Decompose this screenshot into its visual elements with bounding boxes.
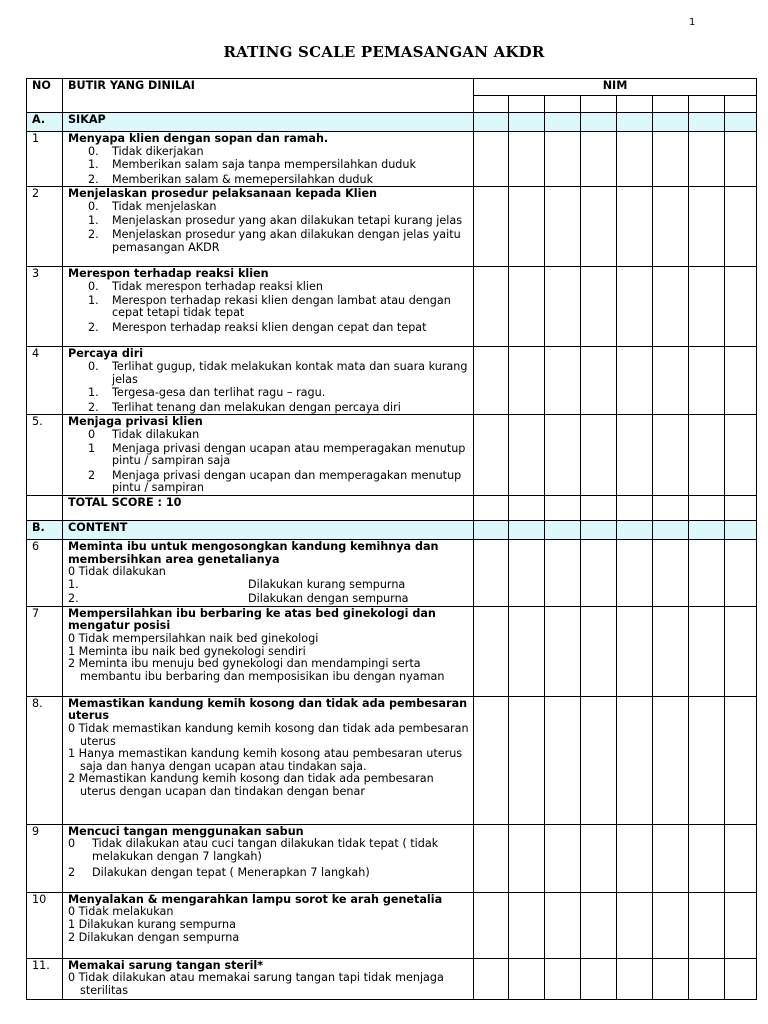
item-title: Menjaga privasi klien (68, 415, 203, 429)
row-number: 10 (27, 892, 63, 958)
option: 0 Tidak melakukan (68, 905, 174, 919)
item-title: Mencuci tangan menggunakan sabun (68, 824, 304, 838)
table-row (27, 347, 757, 415)
option: 1 Dilakukan kurang sempurna (68, 918, 236, 932)
row-number: 2 (27, 187, 63, 267)
nim-cell (725, 96, 757, 113)
row-content (63, 267, 474, 347)
table-row (27, 267, 757, 347)
option: 2. Memberikan salam & memepersilahkan duduk (88, 172, 374, 186)
table-row (27, 696, 757, 824)
total-score-row (27, 495, 757, 520)
option: 1. Merespon terhadap rekasi klien dengan lambat atau dengan cepat tetapi tidak tepat (88, 293, 451, 320)
row-content (63, 892, 474, 958)
option: 1. Dilakukan kurang sempurna (68, 577, 406, 591)
page-number: 1 (689, 17, 696, 28)
nim-cell (653, 96, 689, 113)
option: 2 Memastikan kandung kemih kosong dan tidak ada pembesaran uterus dengan ucapan dan tindakan dengan benar (68, 772, 434, 799)
row-number: 3 (27, 267, 63, 347)
option: 2. Merespon terhadap reaksi klien dengan cepat dan tepat (88, 320, 427, 334)
header-no: NO (27, 79, 63, 113)
nim-cell (474, 96, 509, 113)
table-row (27, 824, 757, 892)
row-number: 11. (27, 958, 63, 999)
option: 2 Menjaga privasi dengan ucapan dan memperagakan menutup pintu / sampiran (88, 468, 462, 495)
nim-cell (545, 96, 581, 113)
row-number: 1 (27, 132, 63, 187)
table-row (27, 958, 757, 999)
item-title: Menjelaskan prosedur pelaksanaan kepada Klien (68, 187, 378, 201)
option: 1 Hanya memastikan kandung kemih kosong atau pembesaran uterus saja dan hanya dengan ucapan atau tindakan saja. (68, 747, 463, 773)
rating-scale-table (26, 78, 757, 1000)
row-content (63, 606, 474, 696)
item-title: Menyapa klien dengan sopan dan ramah. (68, 132, 329, 145)
section-a-no: A. (27, 113, 63, 132)
item-title: Merespon terhadap reaksi klien (68, 267, 269, 281)
item-title: Menyalakan & mengarahkan lampu sorot ke arah genetalia (68, 892, 443, 906)
nim-cell (689, 96, 725, 113)
section-a-label: SIKAP (63, 113, 474, 132)
option: 0. Tidak merespon terhadap reaksi klien (88, 279, 323, 293)
total-score: TOTAL SCORE : 10 (63, 495, 474, 520)
nim-cell (581, 96, 617, 113)
option: 2. Terlihat tenang dan melakukan dengan percaya diri (88, 400, 401, 414)
table-row (27, 606, 757, 696)
table-row (27, 132, 757, 187)
section-b-row (27, 520, 757, 539)
table-row (27, 539, 757, 606)
option: 2 Dilakukan dengan sempurna (68, 930, 240, 944)
option: 2 Meminta ibu menuju bed gynekologi dan mendampingi serta membantu ibu berbaring dan memposisikan ibu dengan nyaman (68, 657, 445, 683)
row-content (63, 696, 474, 824)
option: 1. Tergesa-gesa dan terlihat ragu – ragu. (88, 386, 326, 400)
table-row (27, 892, 757, 958)
section-b-label: CONTENT (63, 520, 474, 539)
row-number: 9 (27, 824, 63, 892)
row-content (63, 187, 474, 267)
section-b-no: B. (27, 520, 63, 539)
row-number: 6 (27, 539, 63, 606)
option: 1. Menjelaskan prosedur yang akan dilakukan tetapi kurang jelas (88, 213, 463, 227)
item-title: Meminta ibu untuk mengosongkan kandung kemihnya dan membersihkan area genetalianya (68, 539, 439, 566)
row-number: 7 (27, 606, 63, 696)
option: 0 Tidak mempersilahkan naik bed ginekologi (68, 632, 319, 646)
header-nim: NIM (474, 79, 757, 96)
row-content (63, 132, 474, 187)
option: 0 Tidak memastikan kandung kemih kosong dan tidak ada pembesaran uterus (68, 722, 469, 748)
row-number: 4 (27, 347, 63, 415)
nim-cell (509, 96, 545, 113)
header-item: BUTIR YANG DINILAI (63, 79, 474, 113)
row-content (63, 958, 474, 999)
item-title: Percaya diri (68, 347, 144, 361)
row-content (63, 347, 474, 415)
option: 0 Tidak dilakukan (68, 565, 166, 579)
option: 0. Terlihat gugup, tidak melakukan kontak mata dan suara kurang jelas (88, 359, 468, 386)
option: 0 Tidak dilakukan atau cuci tangan dilakukan tidak tepat ( tidak melakukan dengan 7 langkah) (68, 837, 439, 864)
item-title: Memakai sarung tangan steril* (68, 958, 264, 972)
table-row (27, 415, 757, 496)
item-title: Memastikan kandung kemih kosong dan tidak ada pembesaran uterus (68, 696, 468, 723)
section-a-row (27, 113, 757, 132)
row-number: 8. (27, 696, 63, 824)
option: 1 Meminta ibu naik bed gynekologi sendiri (68, 644, 306, 658)
item-title: Mempersilahkan ibu berbaring ke atas bed ginekologi dan mengatur posisi (68, 606, 436, 633)
option: 0 Tidak dilakukan atau memakai sarung tangan tapi tidak menjaga sterilitas (68, 971, 444, 998)
option: 2. Dilakukan dengan sempurna (68, 592, 409, 606)
row-content (63, 539, 474, 606)
row-content (63, 415, 474, 496)
option: 2 Dilakukan dengan tepat ( Menerapkan 7 langkah) (68, 865, 370, 879)
option: 2. Menjelaskan prosedur yang akan dilakukan dengan jelas yaitu pemasangan AKDR (88, 228, 461, 254)
option: 1. Memberikan salam saja tanpa mempersilahkan duduk (88, 158, 416, 172)
table-row (27, 187, 757, 267)
option: 0. Tidak dikerjakan (88, 144, 204, 158)
option: 0. Tidak menjelaskan (88, 199, 217, 213)
header-row (27, 79, 757, 96)
option: 1 Menjaga privasi dengan ucapan atau memperagakan menutup pintu / sampiran saja (88, 441, 466, 468)
row-number: 5. (27, 415, 63, 496)
row-content (63, 824, 474, 892)
document-title: RATING SCALE PEMASANGAN AKDR (223, 43, 545, 61)
option: 0 Tidak dilakukan (88, 427, 200, 441)
nim-cell (617, 96, 653, 113)
